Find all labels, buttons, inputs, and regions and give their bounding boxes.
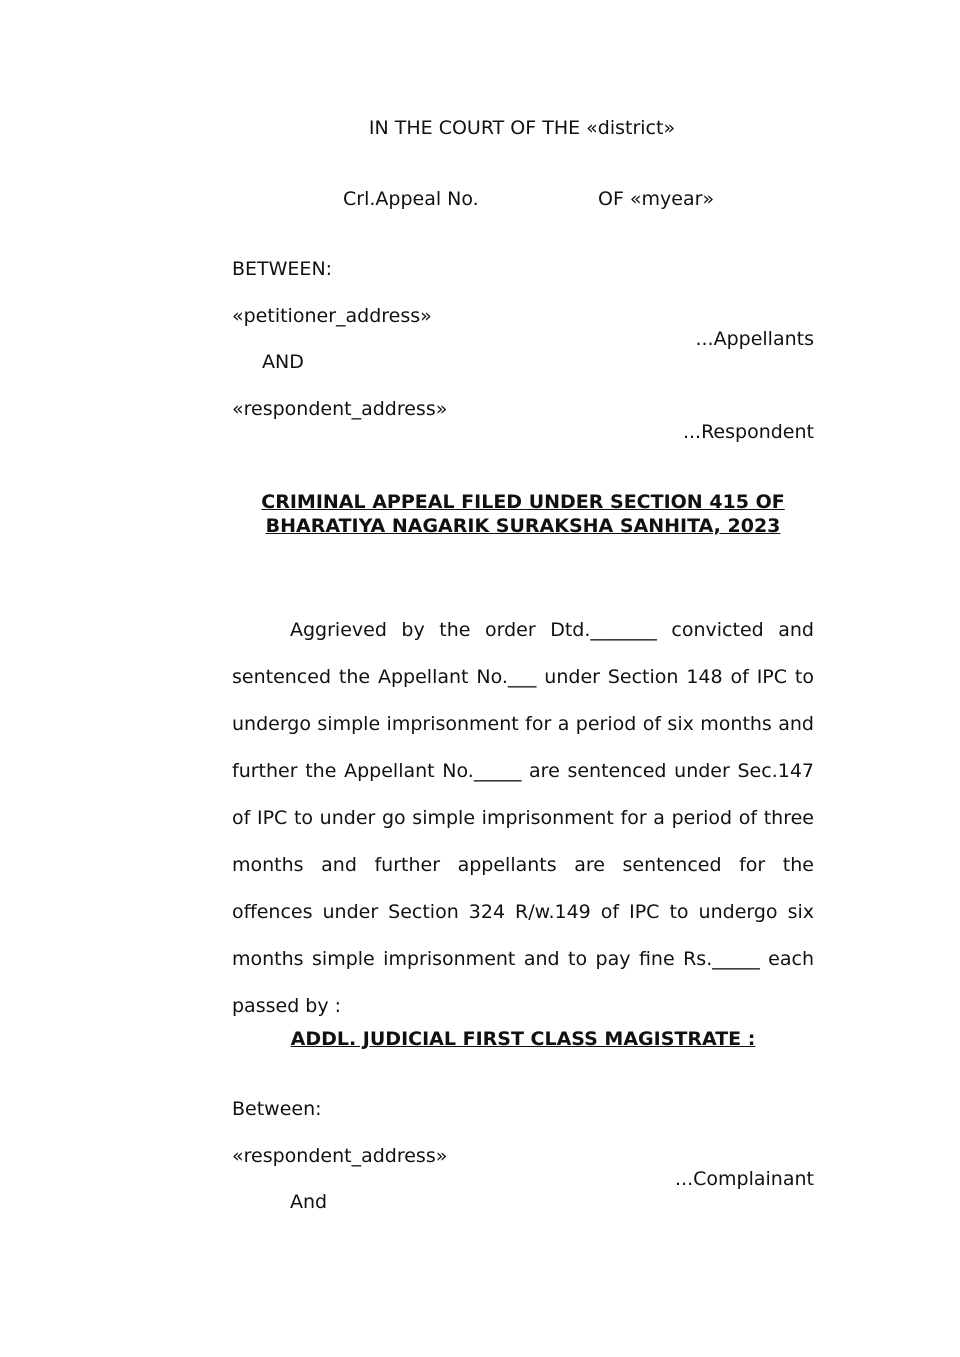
- appeal-number-label: Crl.Appeal No.: [343, 188, 479, 210]
- lower-court-between-label: Between:: [232, 1098, 322, 1120]
- appeal-heading-line-1: CRIMINAL APPEAL FILED UNDER SECTION 415 OF: [261, 491, 785, 513]
- appellants-label: ...Appellants: [695, 328, 814, 350]
- respondent-address: «respondent_address»: [232, 398, 448, 420]
- complainant-label: ...Complainant: [675, 1168, 814, 1190]
- appeal-heading-line-2: BHARATIYA NAGARIK SURAKSHA SANHITA, 2023: [265, 515, 781, 537]
- between-label: BETWEEN:: [232, 258, 333, 280]
- court-title: IN THE COURT OF THE «district»: [368, 117, 676, 139]
- body-paragraph: Aggrieved by the order Dtd._______ convicted and sentenced the Appellant No.___ under Section 148 of IPC to undergo simple imprisonment for a period of six months and further the Appellant No._____ are sentenced under Sec.147 of IPC to under go simple imprisonment for a period of three months and further appellants are sentenced for the offences under Section 324 R/w.149 of IPC to undergo six months simple imprisonment and to pay fine Rs._____ each passed by :: [232, 619, 814, 1017]
- appeal-heading: [232, 490, 814, 538]
- respondent-label: ...Respondent: [682, 421, 814, 443]
- magistrate-heading: ADDL. JUDICIAL FIRST CLASS MAGISTRATE :: [290, 1028, 756, 1050]
- petitioner-address: «petitioner_address»: [232, 305, 432, 327]
- lower-court-and-label: And: [290, 1191, 328, 1213]
- lower-court-respondent-address: «respondent_address»: [232, 1145, 448, 1167]
- and-label: AND: [262, 351, 304, 373]
- appeal-year-label: OF «myear»: [598, 188, 715, 210]
